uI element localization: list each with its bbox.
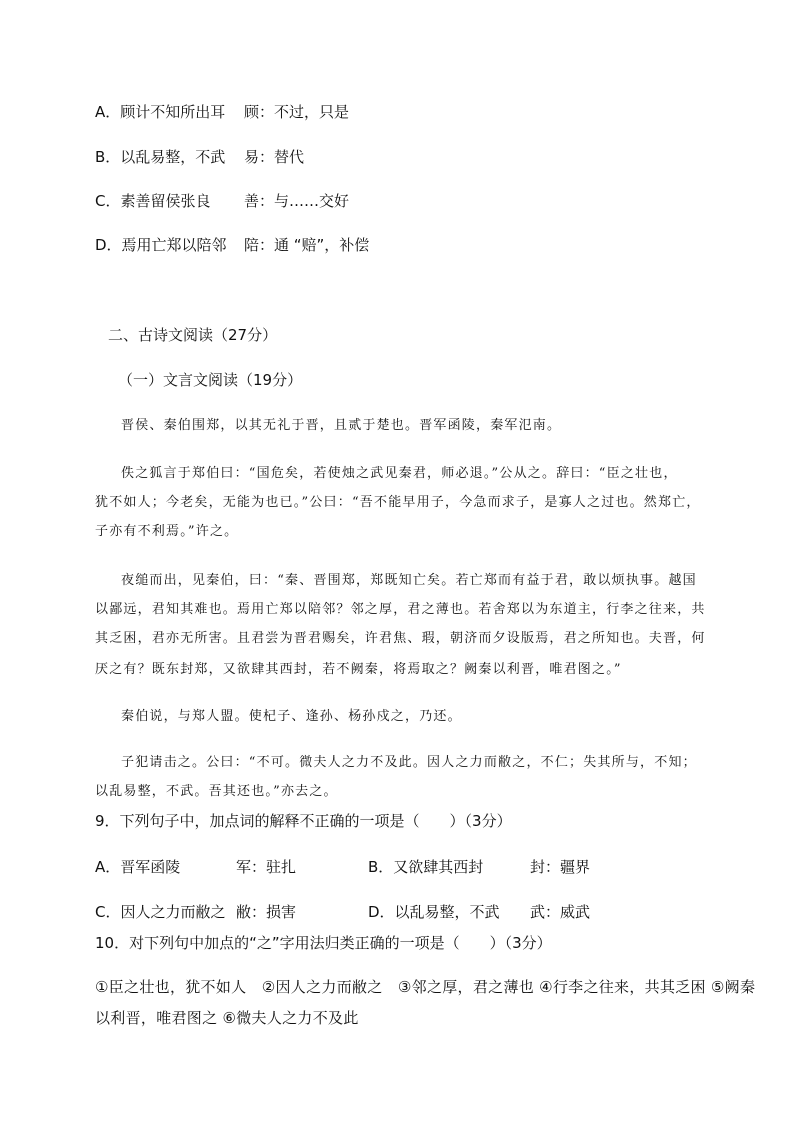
- option-label: A．顾计不知所出耳: [95, 103, 226, 121]
- prev-option-d: [95, 234, 227, 255]
- q9-option-d: D．以乱易整，不武: [368, 903, 500, 921]
- passage-paragraph-4: 秦伯说，与郑人盟。使杞子、逢孙、杨孙戍之，乃还。: [121, 709, 462, 724]
- option-label: D．焉用亡郑以陪邻: [95, 236, 227, 254]
- subsection-title: （一）文言文阅读（19分）: [118, 371, 303, 389]
- question-9-stem: 9．下列句子中，加点词的解释不正确的一项是（ ）（3分）: [95, 812, 512, 830]
- q9-option-b-gloss: 封：疆界: [530, 858, 591, 876]
- prev-option-b: [95, 146, 225, 167]
- passage-paragraph-2-line-1: 佚之狐言于郑伯曰：“国危矣，若使烛之武见秦君，师必退。”公从之。辞曰：“臣之壮也，: [121, 466, 678, 481]
- q9-option-a-gloss: 军：驻扎: [236, 858, 297, 876]
- prev-option-c-gloss: 善：与……交好: [244, 192, 350, 210]
- passage-paragraph-3-line-1: 夜缒而出，见秦伯，曰：“秦、晋围郑，郑既知亡矣。若亡郑而有益于君，敢以烦执事。越国: [121, 573, 697, 588]
- q9-option-d-gloss: 武：威武: [530, 903, 591, 921]
- question-10-items-line-1: ①臣之壮也，犹不如人 ②因人之力而敝之 ③邻之厚，君之薄也 ④行李之往来，共其乏困 ⑤阙秦: [95, 978, 756, 996]
- question-10-stem: 10．对下列句中加点的“之”字用法归类正确的一项是（ ）（3分）: [95, 934, 552, 952]
- passage-paragraph-3-line-3: 其乏困，君亦无所害。且君尝为晋君赐矣，许君焦、瑕，朝济而夕设版焉，君之所知也。夫晋，何: [95, 631, 706, 646]
- prev-option-a: [95, 101, 225, 122]
- option-label: B．以乱易整，不武: [95, 148, 226, 166]
- q9-option-c-gloss: 敝：损害: [236, 903, 297, 921]
- passage-paragraph-3-line-4: 厌之有？既东封郑，又欲肆其西封，若不阙秦，将焉取之？阙秦以利晋，唯君图之。”: [95, 662, 622, 677]
- passage-paragraph-3-line-2: 以鄙远，君知其难也。焉用亡郑以陪邻？邻之厚，君之薄也。若舍郑以为东道主，行李之往来，共: [95, 602, 706, 617]
- passage-paragraph-1: 晋侯、秦伯围郑，以其无礼于晋，且贰于楚也。晋军函陵，秦军氾南。: [121, 418, 562, 433]
- prev-option-b-gloss: 易：替代: [244, 148, 305, 166]
- question-10-items-line-2: 以利晋，唯君图之 ⑥微夫人之力不及此: [95, 1009, 359, 1027]
- prev-option-a-gloss: 顾：不过，只是: [244, 103, 350, 121]
- passage-paragraph-5-line-1: 子犯请击之。公曰：“不可。微夫人之力不及此。因人之力而敝之，不仁；失其所与，不知；: [121, 755, 697, 770]
- q9-option-c: C．因人之力而敝之: [95, 903, 226, 921]
- passage-paragraph-2-line-2: 犹不如人；今老矣，无能为也已。”公曰：“吾不能早用子，今急而求子，是寡人之过也。然郑亡，: [95, 495, 701, 510]
- prev-option-c: [95, 190, 210, 211]
- q9-option-b: B．又欲肆其西封: [368, 858, 484, 876]
- section-title: 二、古诗文阅读（27分）: [108, 326, 278, 344]
- passage-paragraph-5-line-2: 以乱易整，不武。吾其还也。”亦去之。: [95, 784, 338, 799]
- passage-paragraph-2-line-3: 子亦有不利焉。”许之。: [95, 524, 239, 539]
- option-label: C．素善留侯张良: [95, 192, 211, 210]
- q9-option-a: A．晋军函陵: [95, 858, 181, 876]
- prev-option-d-gloss: 陪：通 “赔”，补偿: [244, 236, 370, 254]
